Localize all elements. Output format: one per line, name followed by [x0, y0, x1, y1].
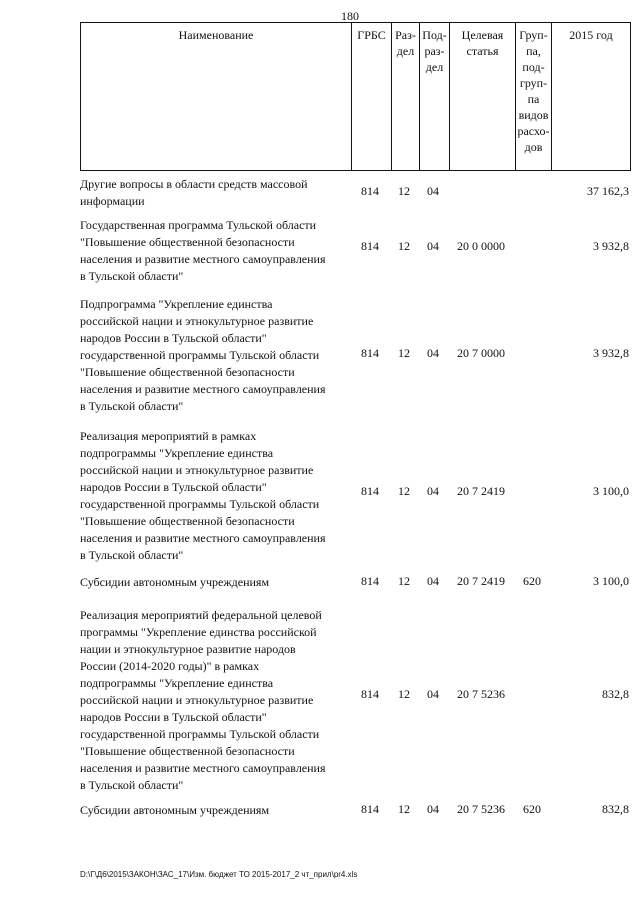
row-podrazdel: 04: [427, 802, 439, 816]
row-name: Субсидии автономным учреждениям: [80, 803, 270, 817]
row-sum: 3 932,8: [593, 346, 629, 360]
row-razdel: 12: [398, 574, 410, 588]
row-group: 620: [523, 802, 541, 816]
row-sum: 832,8: [602, 687, 629, 701]
file-path-footer: D:\Г\Д6\2015\ЗАКОН\ЗАС_17\Изм. бюджет ТО 2015-2017_2 чт_прил\pr4.xls: [80, 870, 358, 879]
header-podrazdel: Под- раз- дел: [419, 23, 449, 170]
row-cs: 20 7 5236: [457, 687, 505, 701]
row-grbs: 814: [361, 184, 379, 198]
row-cs: 20 7 0000: [457, 346, 505, 360]
row-cs: 20 7 5236: [457, 802, 505, 816]
row-name: Субсидии автономным учреждениям: [80, 575, 270, 589]
row-razdel: 12: [398, 346, 410, 360]
row-razdel: 12: [398, 239, 410, 253]
row-razdel: 12: [398, 687, 410, 701]
row-grbs: 814: [361, 802, 379, 816]
row-grbs: 814: [361, 239, 379, 253]
row-name: Государственная программа Тульской области "Повышение общественной безопасности населения и развитие местного самоуправления в Тульской области": [80, 218, 326, 283]
row-cs: 20 7 2419: [457, 574, 505, 588]
row-name: Другие вопросы в области средств массовой информации: [80, 177, 308, 208]
row-sum: 37 162,3: [587, 184, 629, 198]
table-header: [80, 22, 631, 171]
header-name: Наименование: [178, 28, 254, 42]
row-grbs: 814: [361, 687, 379, 701]
header-group: Груп- па, под- груп- па видов расхо- дов: [515, 23, 551, 170]
row-podrazdel: 04: [427, 484, 439, 498]
row-cs: 20 7 2419: [457, 484, 505, 498]
row-podrazdel: 04: [427, 239, 439, 253]
row-sum: 3 100,0: [593, 574, 629, 588]
header-grbs: ГРБС: [351, 23, 391, 170]
row-grbs: 814: [361, 346, 379, 360]
header-cs: Целевая статья: [449, 23, 515, 170]
row-podrazdel: 04: [427, 346, 439, 360]
row-podrazdel: 04: [427, 574, 439, 588]
row-razdel: 12: [398, 484, 410, 498]
row-name: Реализация мероприятий федеральной целевой программы "Укрепление единства российской нации и этнокультурное развитие народов России (2014-2020 годы)" в рамках подпрограммы "Укрепление единства российской нации и этнокультурное развитие народов России в Тульской области" государственной программы Тульской области "Повышение общественной безопасности населения и развитие местного самоуправления в Тульской области": [80, 608, 326, 792]
header-razdel: Раз- дел: [391, 23, 419, 170]
row-grbs: 814: [361, 574, 379, 588]
row-sum: 3 100,0: [593, 484, 629, 498]
row-razdel: 12: [398, 802, 410, 816]
row-razdel: 12: [398, 184, 410, 198]
row-name: Подпрограмма "Укрепление единства российской нации и этнокультурное развитие народов России в Тульской области" государственной программы Тульской области "Повышение общественной безопасности населения и развитие местного самоуправления в Тульской области": [80, 297, 326, 413]
row-sum: 3 932,8: [593, 239, 629, 253]
row-grbs: 814: [361, 484, 379, 498]
row-podrazdel: 04: [427, 687, 439, 701]
row-name: Реализация мероприятий в рамках подпрограммы "Укрепление единства российской нации и этнокультурное развитие народов России в Тульской области" государственной программы Тульской области "Повышение общественной безопасности населения и развитие местного самоуправления в Тульской области": [80, 429, 326, 562]
header-year: 2015 год: [551, 23, 630, 170]
row-cs: 20 0 0000: [457, 239, 505, 253]
row-podrazdel: 04: [427, 184, 439, 198]
row-sum: 832,8: [602, 802, 629, 816]
page-number: 180: [341, 9, 359, 23]
row-group: 620: [523, 574, 541, 588]
